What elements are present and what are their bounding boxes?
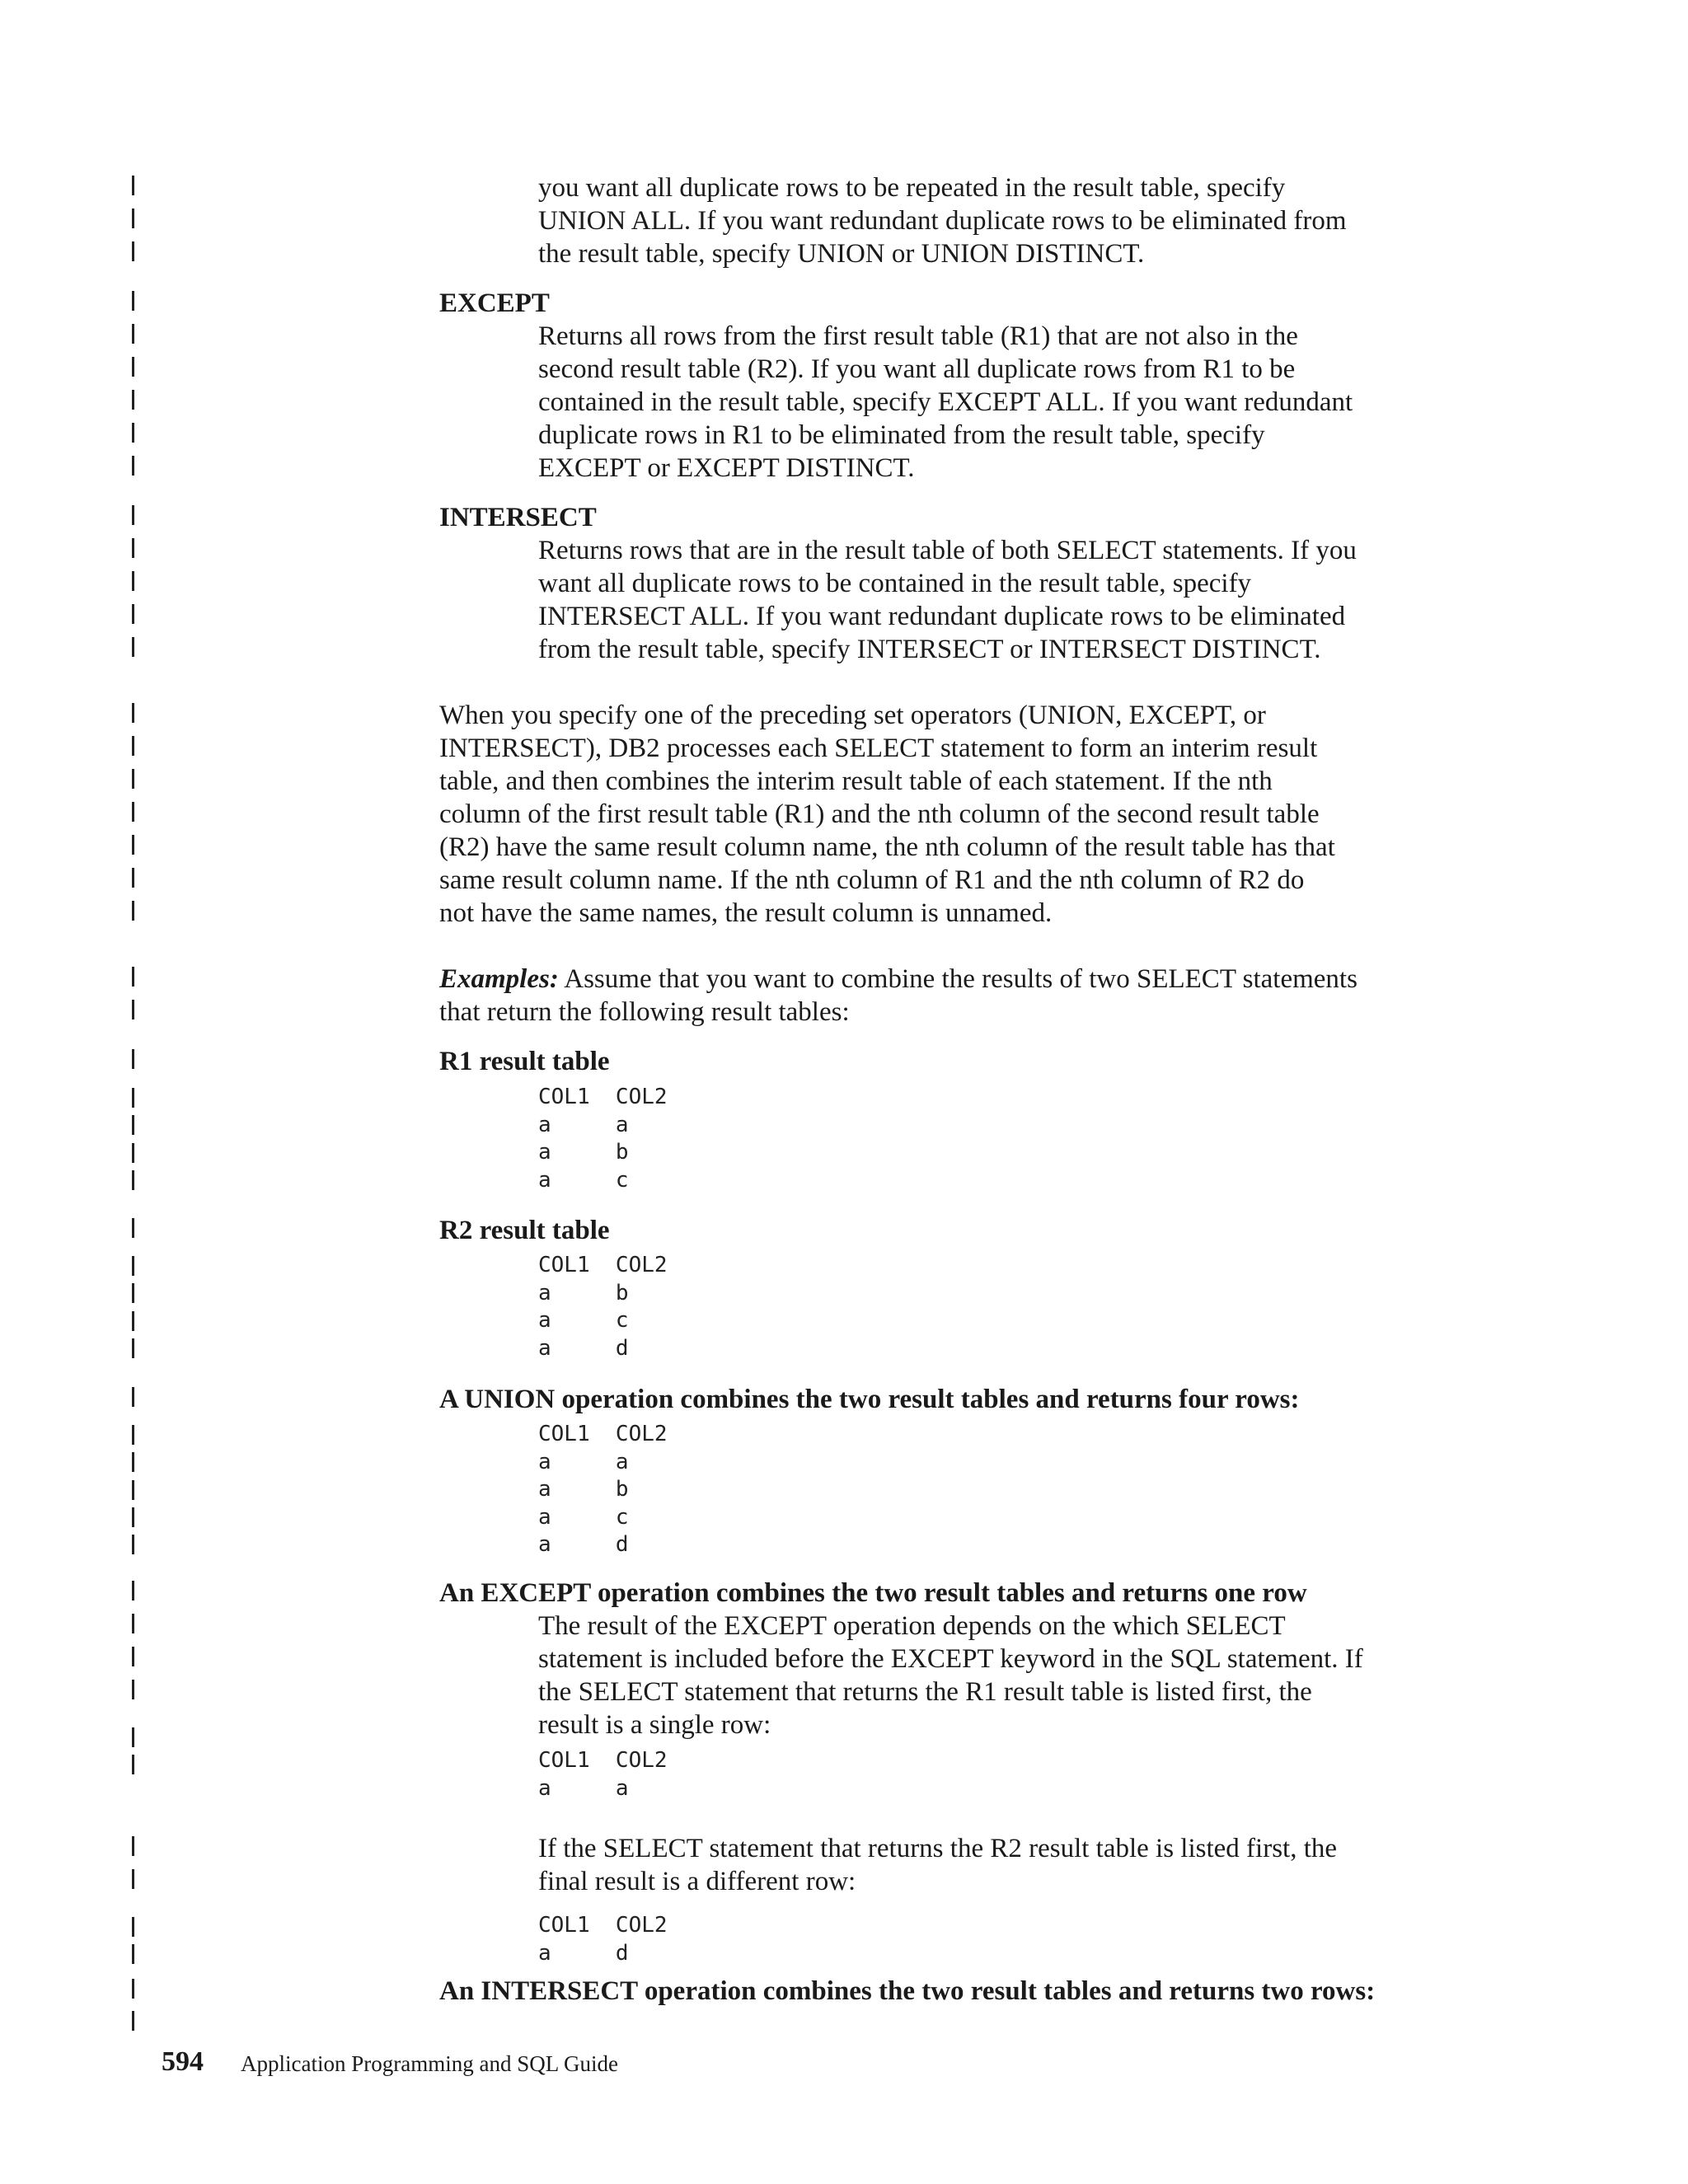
intersect-description-line: from the result table, specify INTERSECT or INTERSECT DISTINCT. — [538, 635, 1321, 664]
set-operators-paragraph-line: column of the first result table (R1) and the nth column of the second result table — [439, 799, 1320, 829]
union-description-line: the result table, specify UNION or UNION DISTINCT. — [538, 239, 1145, 269]
revision-bar — [132, 1218, 134, 1238]
revision-bar — [132, 1425, 134, 1445]
union-description-line: you want all duplicate rows to be repeated in the result table, specify — [538, 173, 1286, 203]
set-operators-paragraph-line: not have the same names, the result column is unnamed. — [439, 898, 1053, 928]
set-operators-paragraph-line: INTERSECT), DB2 processes each SELECT statement to form an interim result — [439, 733, 1318, 763]
revision-bar — [132, 538, 134, 558]
revision-bar — [132, 456, 134, 476]
revision-bar — [132, 901, 134, 921]
except-description-line: EXCEPT or EXCEPT DISTINCT. — [538, 453, 915, 483]
revision-bar — [132, 1917, 134, 1937]
except-result-line: result is a single row: — [538, 1710, 771, 1740]
revision-bar — [132, 209, 134, 228]
set-operators-paragraph-line: same result column name. If the nth column of R1 and the nth column of R2 do — [439, 865, 1305, 895]
except-r2-line: If the SELECT statement that returns the R2 result table is listed first, the — [538, 1834, 1338, 1863]
page-number: 594 — [162, 2046, 204, 2077]
revision-bar — [132, 1387, 134, 1407]
revision-bar — [132, 1170, 134, 1190]
revision-bar — [132, 1614, 134, 1633]
revision-bar — [132, 1535, 134, 1554]
revision-bar — [132, 1283, 134, 1303]
revision-bar — [132, 1581, 134, 1601]
revision-bar — [132, 637, 134, 657]
except-description-line: contained in the result table, specify EXCEPT ALL. If you want redundant — [538, 387, 1353, 417]
examples-intro-line: that return the following result tables: — [439, 997, 850, 1027]
revision-bar — [132, 1000, 134, 1019]
revision-bar — [132, 1115, 134, 1135]
union-result-table: COL1 COL2 a a a b a c a d — [538, 1422, 668, 1557]
except-heading: An EXCEPT operation combines the two result tables and returns one row — [439, 1578, 1307, 1608]
intersect-term: INTERSECT — [439, 503, 597, 532]
intersect-heading: An INTERSECT operation combines the two result tables and returns two rows: — [439, 1976, 1376, 2006]
revision-bar — [132, 967, 134, 987]
revision-bar — [132, 357, 134, 377]
revision-bar — [132, 868, 134, 888]
revision-bar — [132, 291, 134, 311]
revision-bar — [132, 1755, 134, 1774]
revision-bar — [132, 835, 134, 855]
revision-bar — [132, 176, 134, 195]
set-operators-paragraph-line: When you specify one of the preceding set operators (UNION, EXCEPT, or — [439, 701, 1266, 730]
revision-bar — [132, 505, 134, 525]
r1-heading: R1 result table — [439, 1047, 610, 1076]
except-result-table-r2-first: COL1 COL2 a d — [538, 1913, 668, 1966]
revision-bar — [132, 1049, 134, 1069]
examples-label: Examples: — [439, 964, 559, 994]
revision-bar — [132, 1944, 134, 1964]
revision-bar — [132, 1727, 134, 1747]
revision-bar — [132, 1647, 134, 1666]
revision-bar — [132, 1836, 134, 1856]
except-r2-line: final result is a different row: — [538, 1867, 856, 1896]
except-result-table-r1-first: COL1 COL2 a a — [538, 1748, 668, 1801]
revision-bar — [132, 1452, 134, 1472]
union-description-line: UNION ALL. If you want redundant duplicate rows to be eliminated from — [538, 206, 1347, 236]
revision-bar — [132, 423, 134, 443]
set-operators-paragraph-line: (R2) have the same result column name, the nth column of the result table has that — [439, 832, 1335, 862]
revision-bar — [132, 324, 134, 344]
revision-bar — [132, 703, 134, 723]
revision-bar — [132, 736, 134, 756]
except-result-line: statement is included before the EXCEPT keyword in the SQL statement. If — [538, 1644, 1363, 1674]
intersect-description-line: INTERSECT ALL. If you want redundant duplicate rows to be eliminated — [538, 602, 1346, 631]
revision-bar — [132, 1088, 134, 1108]
except-description-line: duplicate rows in R1 to be eliminated from the result table, specify — [538, 420, 1265, 450]
except-description-line: second result table (R2). If you want all duplicate rows from R1 to be — [538, 354, 1296, 384]
revision-bar — [132, 604, 134, 624]
revision-bar — [132, 1256, 134, 1276]
revision-bar — [132, 1480, 134, 1500]
except-description-line: Returns all rows from the first result table (R1) that are not also in the — [538, 321, 1298, 351]
revision-bar — [132, 390, 134, 410]
revision-bar — [132, 1979, 134, 1999]
union-heading: A UNION operation combines the two result tables and returns four rows: — [439, 1385, 1300, 1414]
revision-bar — [132, 769, 134, 789]
except-term: EXCEPT — [439, 288, 550, 318]
revision-bar — [132, 1680, 134, 1699]
r1-result-table: COL1 COL2 a a a b a c — [538, 1085, 668, 1193]
examples-intro-text: Assume that you want to combine the results of two SELECT statements — [558, 964, 1357, 994]
intersect-description-line: want all duplicate rows to be contained in the result table, specify — [538, 569, 1252, 598]
r2-result-table: COL1 COL2 a b a c a d — [538, 1253, 668, 1361]
revision-bar — [132, 1311, 134, 1331]
revision-bar — [132, 1143, 134, 1163]
intersect-description-line: Returns rows that are in the result table of both SELECT statements. If you — [538, 536, 1357, 565]
except-result-line: The result of the EXCEPT operation depends on the which SELECT — [538, 1611, 1286, 1641]
r2-heading: R2 result table — [439, 1216, 610, 1245]
revision-bar — [132, 1338, 134, 1358]
revision-bar — [132, 1507, 134, 1527]
examples-intro-line — [439, 963, 1357, 996]
except-result-line: the SELECT statement that returns the R1 result table is listed first, the — [538, 1677, 1312, 1707]
set-operators-paragraph-line: table, and then combines the interim result table of each statement. If the nth — [439, 766, 1273, 796]
revision-bar — [132, 241, 134, 261]
revision-bar — [132, 802, 134, 822]
book-title: Application Programming and SQL Guide — [241, 2051, 618, 2076]
revision-bar — [132, 2011, 134, 2031]
revision-bar — [132, 1869, 134, 1889]
revision-bar — [132, 571, 134, 591]
